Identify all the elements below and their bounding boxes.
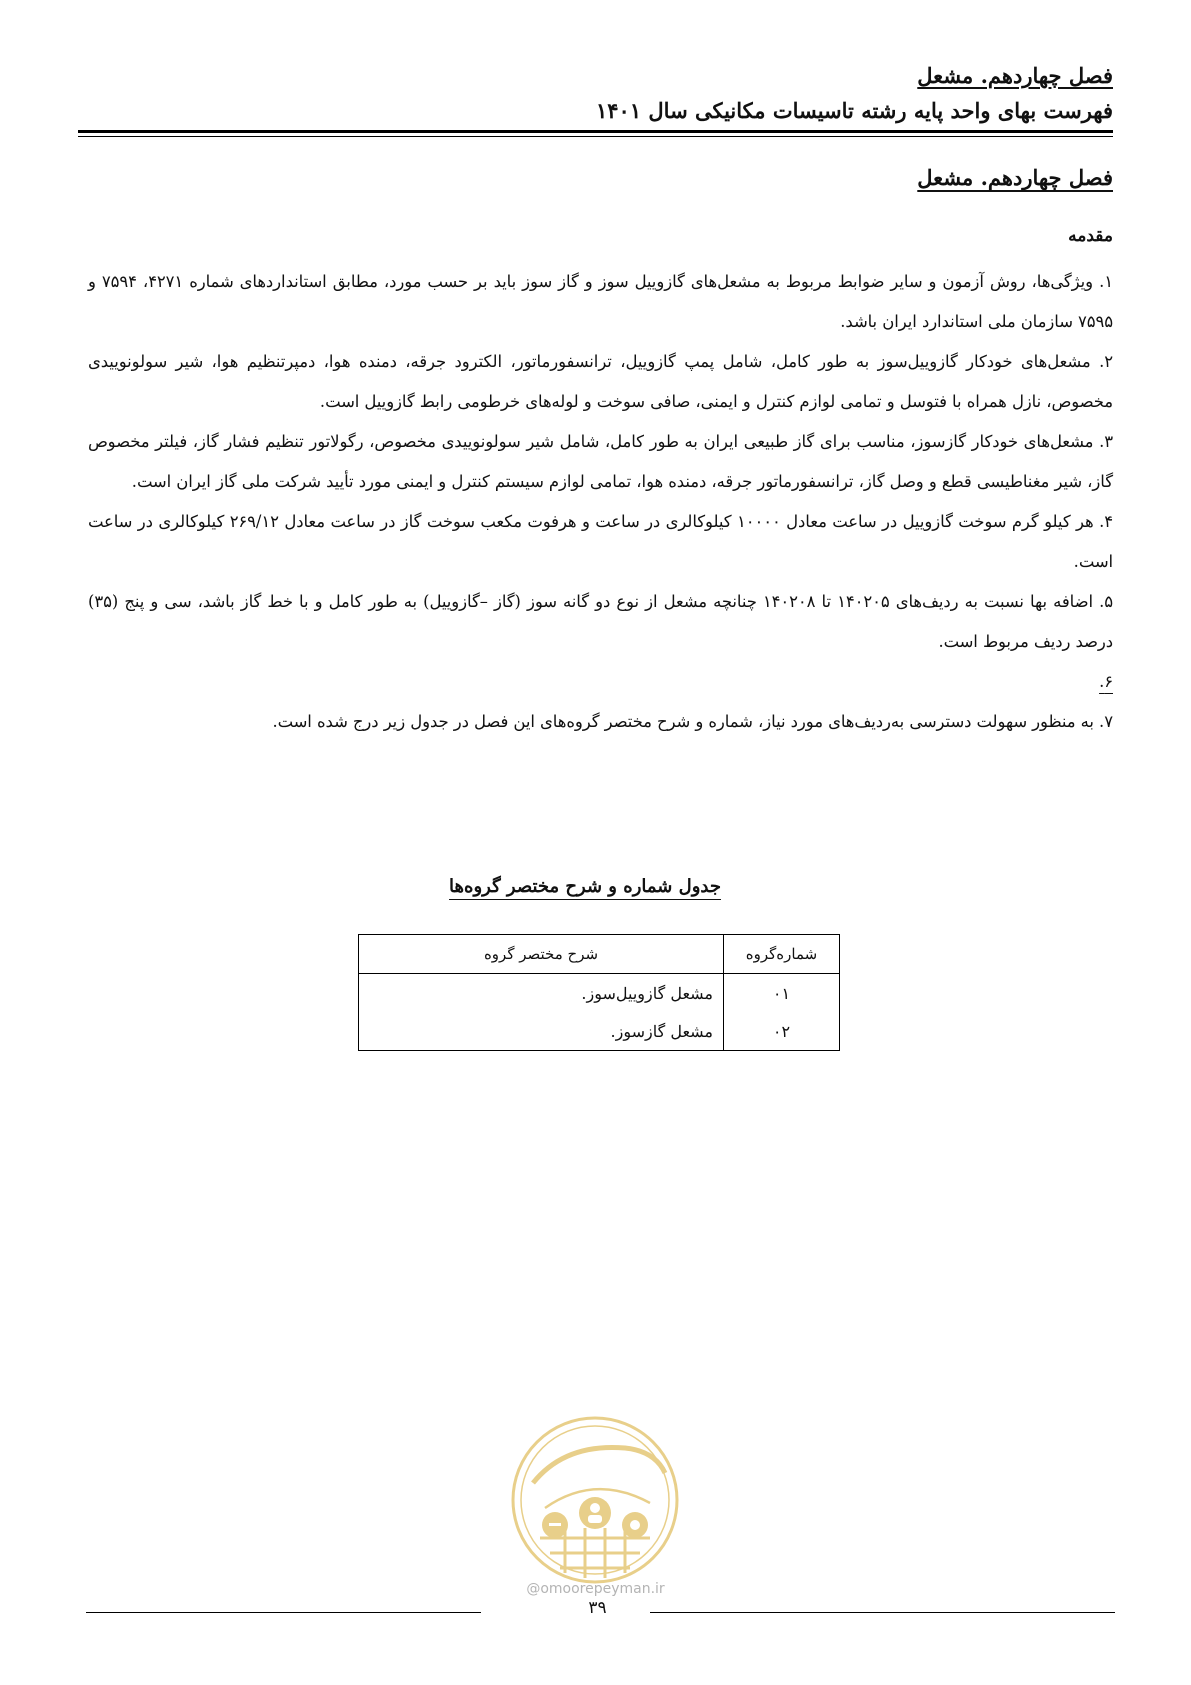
header-chapter: فصل چهاردهم. مشعل [917,63,1113,88]
group-description-cell: مشعل گازوییل‌سوز. [359,974,724,1013]
section-title: مقدمه [1068,226,1113,246]
paragraph-7: ۷. به منظور سهولت دسترسی به‌ردیف‌های مورد نیاز، شماره و شرح مختصر گروه‌های این فصل در جدول زیر درج شده است. [272,712,1113,731]
footer-rule-right [650,1612,1115,1613]
paragraph-5: ۵. اضافه بها نسبت به ردیف‌های ۱۴۰۲۰۵ تا ۱۴۰۲۰۸ چنانچه مشعل از نوع دو گانه سوز (گاز –گازوییل) به طور کامل و با خط گاز باشد، سی و پنج (۳۵) درصد ردیف مربوط است. [88,592,1113,651]
page-number: ۳۹ [588,1598,607,1618]
group-description-cell: مشعل گازسوز. [359,1012,724,1051]
table-title [380,876,790,897]
groups-table [358,934,840,1051]
footer-rule-left [86,1612,481,1613]
paragraph-4: ۴. هر کیلو گرم سوخت گازوییل در ساعت معادل ۱۰۰۰۰ کیلوکالری در ساعت و هرفوت مکعب سوخت گاز در ساعت معادل ۲۶۹/۱۲ کیلوکالری در ساعت است. [88,512,1114,571]
header-rule-thick [78,130,1113,133]
paragraph-3: ۳. مشعل‌های خودکار گازسوز، مناسب برای گاز طبیعی ایران به طور کامل، شامل شیر سولونوییدی مخصوص، رگولاتور تنظیم فشار گاز، فیلتر مخصوص گاز، شیر مغناطیسی قطع و وصل گاز، ترانسفورماتور جرقه، دمنده هوا، تمامی لوازم سیستم کنترل و ایمنی مورد تأیید شرکت ملی گاز ایران است. [88,432,1113,491]
omoore-peyman-logo-icon [505,1413,685,1588]
paragraph-2: ۲. مشعل‌های خودکار گازوییل‌سوز به طور کامل، شامل پمپ گازوییل، ترانسفورماتور، الکترود جرقه، دمنده هوا، دمپرتنظیم هوا، شیر سولونوییدی مخصوص، نازل همراه با فتوسل و تمامی لوازم کنترل و ایمنی، صافی سوخت و لوله‌های خرطومی رابط گازوییل است. [88,352,1113,411]
table-title-text: جدول شماره و شرح مختصر گروه‌ها [449,876,721,897]
chapter-title: فصل چهاردهم. مشعل [917,165,1113,190]
group-number-cell: ۰۱ [724,974,840,1013]
paragraph-1: ۱. ویژگی‌ها، روش آزمون و سایر ضوابط مربوط به مشعل‌های گازوییل سوز و گاز سوز باید بر حسب مورد، مطابق استانداردهای شماره ۴۲۷۱، ۷۵۹۴ و ۷۵۹۵ سازمان ملی استاندارد ایران باشد. [88,272,1113,331]
watermark-text: @omoorepeyman.ir [526,1581,665,1597]
header-rule-thin [78,136,1113,137]
group-number-cell: ۰۲ [724,1012,840,1051]
introduction-body [88,262,1113,742]
header-group-description: شرح مختصر گروه [359,935,724,974]
header-group-number: شماره‌گروه [724,935,840,974]
header-subtitle: فهرست بهای واحد پایه رشته تاسیسات مکانیکی سال ۱۴۰۱ [595,98,1113,123]
paragraph-6: ۶. [1099,672,1113,691]
table-row [359,974,840,1013]
table-row [359,1012,840,1051]
page-header [78,58,1113,128]
table-header-row [359,935,840,974]
